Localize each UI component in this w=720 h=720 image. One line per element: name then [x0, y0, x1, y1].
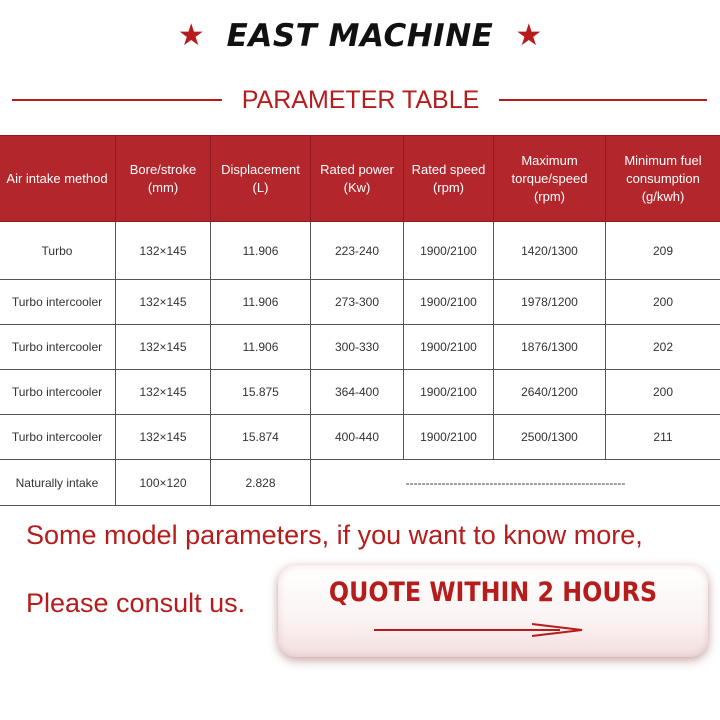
cell-bore-stroke: 132×145: [116, 222, 211, 280]
cell-bore-stroke: 100×120: [116, 460, 211, 506]
cell-rated-speed: 1900/2100: [404, 280, 494, 325]
parameter-table: [0, 135, 720, 506]
section-title: PARAMETER TABLE: [241, 86, 480, 114]
cell-displacement: 15.874: [211, 415, 311, 460]
cell-min-fuel: 200: [606, 370, 720, 415]
cell-rated-power: 273-300: [311, 280, 404, 325]
cell-rated-power: 300-330: [311, 325, 404, 370]
table-row: [0, 370, 720, 415]
brand-name: EAST MACHINE: [226, 18, 494, 54]
cell-bore-stroke: 132×145: [116, 325, 211, 370]
cell-intake: Turbo intercooler: [0, 370, 116, 415]
cell-rated-speed: 1900/2100: [404, 325, 494, 370]
cell-min-fuel: 211: [606, 415, 720, 460]
header-displacement: Displacement (L): [211, 136, 311, 222]
notice-line-2: Please consult us.: [26, 588, 246, 618]
table-row: [0, 460, 720, 506]
cell-bore-stroke: 132×145: [116, 415, 211, 460]
cell-max-torque: 1876/1300: [494, 325, 606, 370]
cell-rated-speed: 1900/2100: [404, 222, 494, 280]
cell-bore-stroke: 132×145: [116, 280, 211, 325]
cell-max-torque: 2640/1200: [494, 370, 606, 415]
arrow-right-icon: [374, 623, 584, 637]
cell-displacement: 15.875: [211, 370, 311, 415]
table-row: [0, 222, 720, 280]
section-heading: [0, 84, 720, 116]
cell-intake: Turbo intercooler: [0, 325, 116, 370]
cell-min-fuel: 209: [606, 222, 720, 280]
header-bore-stroke: Bore/stroke (mm): [116, 136, 211, 222]
cell-displacement: 2.828: [211, 460, 311, 506]
cell-max-torque: 1978/1200: [494, 280, 606, 325]
quote-text: QUOTE WITHIN 2 HOURS: [328, 577, 658, 608]
header-min-fuel: Minimum fuel consumption (g/kwh): [606, 136, 720, 222]
cell-rated-power: 364-400: [311, 370, 404, 415]
quote-badge[interactable]: [278, 565, 708, 657]
star-icon-left: ★: [177, 19, 205, 52]
cell-min-fuel: 200: [606, 280, 720, 325]
cell-min-fuel: 202: [606, 325, 720, 370]
header-rated-power: Rated power (Kw): [311, 136, 404, 222]
cell-displacement: 11.906: [211, 222, 311, 280]
header-air-intake: Air intake method: [0, 136, 116, 222]
table-row: [0, 325, 720, 370]
cell-rated-speed: 1900/2100: [404, 415, 494, 460]
table-row: [0, 280, 720, 325]
table-row: [0, 415, 720, 460]
cell-max-torque: 1420/1300: [494, 222, 606, 280]
cell-intake: Naturally intake: [0, 460, 116, 506]
header-rated-speed: Rated speed (rpm): [404, 136, 494, 222]
cell-rated-power: 223-240: [311, 222, 404, 280]
heading-rule-right: [499, 99, 707, 101]
notice-line-1: Some model parameters, if you want to know more,: [26, 520, 643, 550]
table-header-row: [0, 136, 720, 222]
cell-displacement: 11.906: [211, 280, 311, 325]
cell-rated-power: 400-440: [311, 415, 404, 460]
cell-displacement: 11.906: [211, 325, 311, 370]
cell-bore-stroke: 132×145: [116, 370, 211, 415]
cell-max-torque: 2500/1300: [494, 415, 606, 460]
cell-unavailable-dashes: -------------------------------------------------------: [311, 460, 720, 506]
star-icon-right: ★: [515, 19, 543, 52]
heading-rule-left: [12, 99, 222, 101]
cell-intake: Turbo: [0, 222, 116, 280]
cell-rated-speed: 1900/2100: [404, 370, 494, 415]
cell-intake: Turbo intercooler: [0, 415, 116, 460]
cell-intake: Turbo intercooler: [0, 280, 116, 325]
brand-header: [0, 14, 720, 58]
header-max-torque: Maximum torque/speed (rpm): [494, 136, 606, 222]
